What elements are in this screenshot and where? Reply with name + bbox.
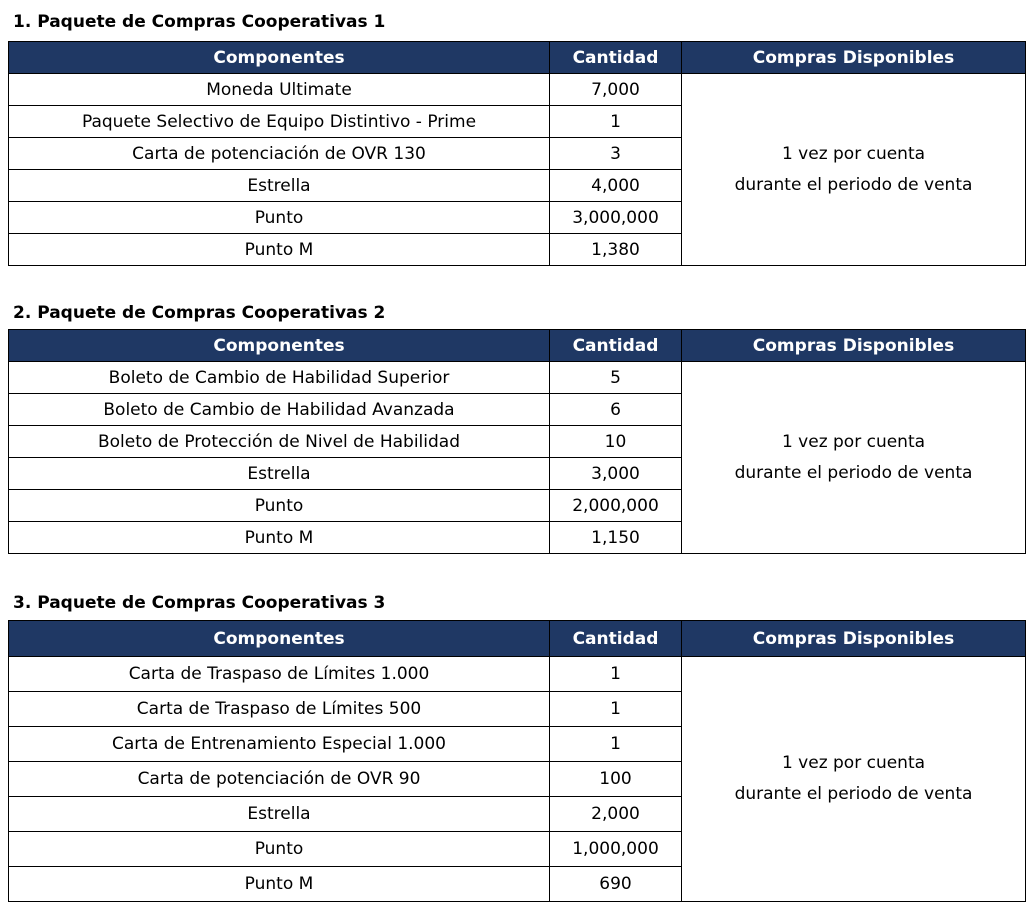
package-table-1	[8, 41, 1026, 266]
header-available-purchases: Compras Disponibles	[682, 621, 1026, 657]
quantity-cell: 7,000	[550, 74, 682, 106]
header-quantity: Cantidad	[550, 42, 682, 74]
table-header-row	[9, 330, 1026, 362]
package-table-3	[8, 620, 1026, 902]
component-cell: Punto M	[9, 522, 550, 554]
quantity-cell: 2,000	[550, 797, 682, 832]
header-quantity: Cantidad	[550, 621, 682, 657]
component-cell: Punto M	[9, 867, 550, 902]
quantity-cell: 1,380	[550, 234, 682, 266]
quantity-cell: 690	[550, 867, 682, 902]
component-cell: Carta de potenciación de OVR 130	[9, 138, 550, 170]
table-header-row	[9, 42, 1026, 74]
component-cell: Estrella	[9, 458, 550, 490]
component-cell: Punto	[9, 202, 550, 234]
component-cell: Moneda Ultimate	[9, 74, 550, 106]
availability-line-1: 1 vez por cuenta	[781, 753, 926, 773]
availability-cell	[682, 74, 1026, 266]
package-section-1	[8, 11, 1025, 266]
header-components: Componentes	[9, 42, 550, 74]
component-cell: Boleto de Cambio de Habilidad Avanzada	[9, 394, 550, 426]
header-available-purchases: Compras Disponibles	[682, 42, 1026, 74]
quantity-cell: 1	[550, 657, 682, 692]
table-row	[9, 74, 1026, 106]
availability-line-1: 1 vez por cuenta	[781, 143, 926, 164]
availability-line-2: durante el periodo de venta	[734, 462, 973, 483]
quantity-cell: 3	[550, 138, 682, 170]
quantity-cell: 1	[550, 727, 682, 762]
component-cell: Boleto de Cambio de Habilidad Superior	[9, 362, 550, 394]
header-available-purchases: Compras Disponibles	[682, 330, 1026, 362]
component-cell: Carta de Entrenamiento Especial 1.000	[9, 727, 550, 762]
quantity-cell: 100	[550, 762, 682, 797]
quantity-cell: 1,150	[550, 522, 682, 554]
availability-line-2: durante el periodo de venta	[734, 174, 973, 195]
quantity-cell: 5	[550, 362, 682, 394]
component-cell: Punto	[9, 832, 550, 867]
component-cell: Estrella	[9, 170, 550, 202]
table-row	[9, 362, 1026, 394]
quantity-cell: 3,000,000	[550, 202, 682, 234]
component-cell: Estrella	[9, 797, 550, 832]
header-quantity: Cantidad	[550, 330, 682, 362]
package-section-3	[8, 592, 1025, 905]
availability-cell	[682, 362, 1026, 554]
quantity-cell: 10	[550, 426, 682, 458]
availability-line-2: durante el periodo de venta	[734, 784, 973, 804]
package-title-3: 3. Paquete de Compras Cooperativas 3	[13, 593, 386, 613]
availability-cell	[682, 657, 1026, 902]
quantity-cell: 1,000,000	[550, 832, 682, 867]
quantity-cell: 1	[550, 692, 682, 727]
package-title-1: 1. Paquete de Compras Cooperativas 1	[13, 12, 386, 32]
quantity-cell: 2,000,000	[550, 490, 682, 522]
quantity-cell: 3,000	[550, 458, 682, 490]
header-components: Componentes	[9, 621, 550, 657]
package-table-2	[8, 329, 1026, 554]
component-cell: Punto	[9, 490, 550, 522]
component-cell: Paquete Selectivo de Equipo Distintivo - Prime	[9, 106, 550, 138]
quantity-cell: 4,000	[550, 170, 682, 202]
component-cell: Boleto de Protección de Nivel de Habilidad	[9, 426, 550, 458]
header-components: Componentes	[9, 330, 550, 362]
component-cell: Punto M	[9, 234, 550, 266]
table-header-row	[9, 621, 1026, 657]
quantity-cell: 6	[550, 394, 682, 426]
component-cell: Carta de Traspaso de Límites 500	[9, 692, 550, 727]
package-section-2	[8, 302, 1025, 554]
package-title-2: 2. Paquete de Compras Cooperativas 2	[13, 303, 386, 323]
availability-line-1: 1 vez por cuenta	[781, 431, 926, 452]
table-row	[9, 657, 1026, 692]
component-cell: Carta de potenciación de OVR 90	[9, 762, 550, 797]
quantity-cell: 1	[550, 106, 682, 138]
component-cell: Carta de Traspaso de Límites 1.000	[9, 657, 550, 692]
